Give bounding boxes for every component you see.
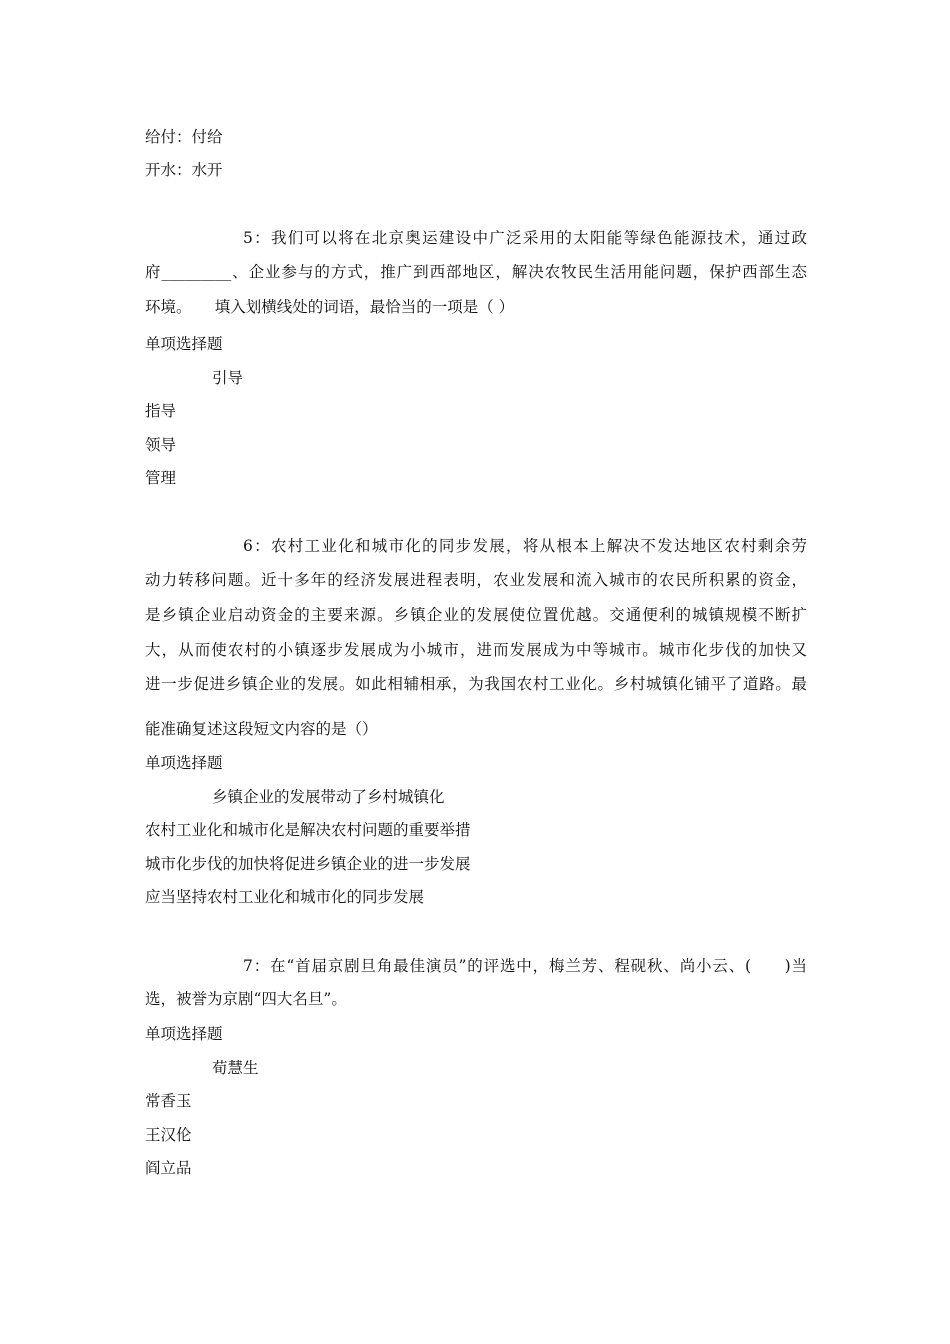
question-6-text: 动力转移问题。近十多年的经济发展进程表明，农业发展和流入城市的农民所积累的资金， [145,571,807,589]
question-6-option-c: 城市化步伐的加快将促进乡镇企业的进一步发展 [145,855,471,873]
question-7-option-d: 阎立品 [145,1159,192,1177]
question-6-option-b: 农村工业化和城市化是解决农村问题的重要举措 [145,821,471,839]
question-7-text: 7：在“首届京剧旦角最佳演员”的评选中，梅兰芳、程砚秋、尚小云、( )当 [243,957,807,975]
question-5-text: 环境。 填入划横线处的词语，最恰当的一项是（ ） [145,298,515,316]
question-5-text: 5：我们可以将在北京奥运建设中广泛采用的太阳能等绿色能源技术，通过政 [243,229,807,247]
question-6-text: 6：农村工业化和城市化的同步发展，将从根本上解决不发达地区农村剩余劳 [243,537,807,555]
question-6-text: 是乡镇企业启动资金的主要来源。乡镇企业的发展使位置优越。交通便利的城镇规模不断扩 [145,606,807,624]
question-7-option-a: 荀慧生 [212,1059,259,1077]
question-5-option-b: 指导 [145,402,177,420]
question-6-option-a: 乡镇企业的发展带动了乡村城镇化 [212,788,445,806]
text-line: 开水：水开 [145,161,223,179]
question-6-text: 大，从而使农村的小镇逐步发展成为小城市，进而发展成为中等城市。城市化步伐的加快又 [145,641,807,659]
question-7-type: 单项选择题 [145,1025,223,1043]
question-7-option-c: 王汉伦 [145,1126,192,1144]
question-5-option-c: 领导 [145,436,177,454]
question-6-text: 能准确复述这段短文内容的是（） [145,720,378,738]
question-7-option-b: 常香玉 [145,1092,192,1110]
question-5-option-a: 引导 [212,369,244,387]
question-6-option-d: 应当坚持农村工业化和城市化的同步发展 [145,888,425,906]
text-line: 给付：付给 [145,128,223,146]
question-5-text: 府_________、企业参与的方式，推广到西部地区，解决农牧民生活用能问题，保护西部生态 [145,263,807,281]
question-5-type: 单项选择题 [145,335,223,353]
question-7-text: 选，被誉为京剧“四大名旦”。 [145,990,347,1008]
question-6-type: 单项选择题 [145,754,223,772]
question-5-option-d: 管理 [145,469,177,487]
question-6-text: 进一步促进乡镇企业的发展。如此相辅相承，为我国农村工业化。乡村城镇化铺平了道路。最 [145,675,807,693]
